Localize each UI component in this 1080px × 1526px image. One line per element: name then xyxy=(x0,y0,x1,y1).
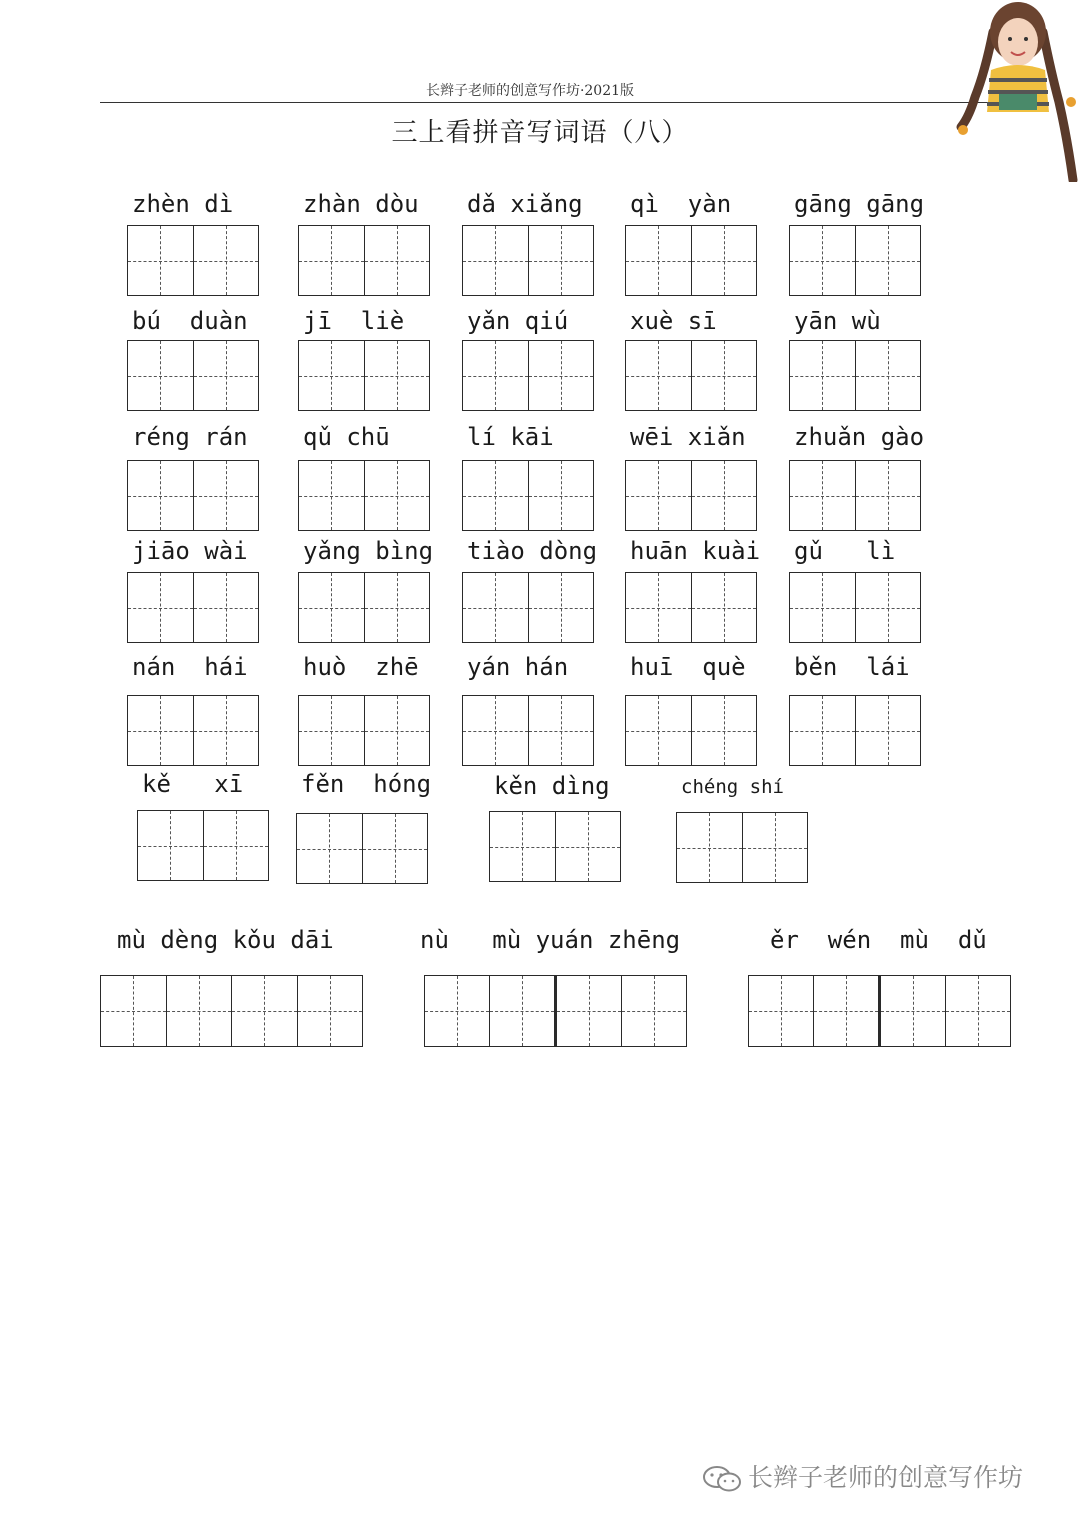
tian-cell[interactable] xyxy=(194,226,259,295)
tian-cell[interactable] xyxy=(463,226,529,295)
pinyin-label: gāng gāng xyxy=(794,190,925,218)
tian-cell[interactable] xyxy=(856,461,921,530)
tian-cell[interactable] xyxy=(692,341,757,410)
writing-grid[interactable] xyxy=(625,460,757,531)
tian-cell[interactable] xyxy=(138,811,204,880)
tian-cell[interactable] xyxy=(856,573,921,642)
tian-cell[interactable] xyxy=(204,811,269,880)
tian-cell[interactable] xyxy=(299,461,365,530)
pinyin-label: ěr wén mù dǔ xyxy=(770,926,987,954)
pinyin-label: wēi xiǎn xyxy=(630,423,746,451)
tian-cell[interactable] xyxy=(626,461,692,530)
pinyin-label: mù dèng kǒu dāi xyxy=(117,926,334,954)
tian-cell[interactable] xyxy=(626,341,692,410)
writing-grid[interactable] xyxy=(789,572,921,643)
pinyin-label: yán hán xyxy=(467,653,569,681)
pinyin-label: dǎ xiǎng xyxy=(467,190,583,218)
tian-cell[interactable] xyxy=(529,573,594,642)
pinyin-label: qì yàn xyxy=(630,190,732,218)
writing-grid[interactable] xyxy=(748,975,1011,1047)
tian-cell[interactable] xyxy=(425,976,490,1046)
pinyin-label: bú duàn xyxy=(132,307,248,335)
pinyin-label: yān wù xyxy=(794,307,881,335)
tian-cell[interactable] xyxy=(856,696,921,765)
tian-cell[interactable] xyxy=(622,976,686,1046)
writing-grid[interactable] xyxy=(462,572,594,643)
girl-mascot-icon xyxy=(955,2,1080,182)
tian-cell[interactable] xyxy=(529,461,594,530)
tian-cell[interactable] xyxy=(128,226,194,295)
tian-cell[interactable] xyxy=(790,696,856,765)
pinyin-label: chéng shí xyxy=(681,776,784,798)
tian-cell[interactable] xyxy=(814,976,879,1046)
pinyin-label: běn lái xyxy=(794,653,910,681)
pinyin-label: réng rán xyxy=(132,423,248,451)
tian-cell[interactable] xyxy=(194,573,259,642)
tian-cell[interactable] xyxy=(194,461,259,530)
pinyin-label: gǔ lì xyxy=(794,537,896,565)
pinyin-label: kě xī xyxy=(142,770,244,798)
tian-cell[interactable] xyxy=(529,696,594,765)
tian-cell[interactable] xyxy=(743,813,808,882)
writing-grid[interactable] xyxy=(298,340,430,411)
pinyin-label: huī què xyxy=(630,653,746,681)
writing-grid[interactable] xyxy=(462,340,594,411)
tian-cell[interactable] xyxy=(101,976,167,1046)
pinyin-label: zhèn dì xyxy=(132,190,234,218)
tian-cell[interactable] xyxy=(463,461,529,530)
page-header: 长辫子老师的创意写作坊·2021版 xyxy=(425,83,635,99)
tian-cell[interactable] xyxy=(365,341,430,410)
wechat-icon xyxy=(702,1465,742,1493)
tian-cell[interactable] xyxy=(194,696,259,765)
tian-cell[interactable] xyxy=(463,341,529,410)
tian-cell[interactable] xyxy=(692,696,757,765)
tian-cell[interactable] xyxy=(128,461,194,530)
pinyin-label: fěn hóng xyxy=(301,770,432,798)
writing-grid[interactable] xyxy=(462,460,594,531)
tian-cell[interactable] xyxy=(490,976,555,1046)
writing-grid[interactable] xyxy=(625,695,757,766)
writing-grid[interactable] xyxy=(489,811,621,882)
tian-cell[interactable] xyxy=(299,226,365,295)
tian-cell[interactable] xyxy=(463,696,529,765)
tian-cell[interactable] xyxy=(365,461,430,530)
tian-cell[interactable] xyxy=(529,226,594,295)
pinyin-label: tiào dòng xyxy=(467,537,598,565)
tian-cell[interactable] xyxy=(299,573,365,642)
tian-cell[interactable] xyxy=(365,696,430,765)
tian-cell[interactable] xyxy=(749,976,814,1046)
writing-grid[interactable] xyxy=(625,340,757,411)
watermark xyxy=(702,1458,1023,1494)
pinyin-label: zhuǎn gào xyxy=(794,423,925,451)
writing-grid[interactable] xyxy=(462,225,594,296)
tian-cell[interactable] xyxy=(790,341,856,410)
writing-grid[interactable] xyxy=(789,695,921,766)
tian-cell[interactable] xyxy=(626,226,692,295)
tian-cell[interactable] xyxy=(232,976,298,1046)
tian-cell[interactable] xyxy=(879,976,946,1046)
writing-grid[interactable] xyxy=(127,572,259,643)
pinyin-label: nán hái xyxy=(132,653,248,681)
writing-grid[interactable] xyxy=(625,225,757,296)
tian-cell[interactable] xyxy=(856,226,921,295)
pinyin-label: qǔ chū xyxy=(303,423,390,451)
tian-cell[interactable] xyxy=(194,341,259,410)
writing-grid[interactable] xyxy=(625,572,757,643)
writing-grid[interactable] xyxy=(298,225,430,296)
writing-grid[interactable] xyxy=(424,975,687,1047)
pinyin-label: lí kāi xyxy=(467,423,554,451)
writing-grid[interactable] xyxy=(298,572,430,643)
writing-grid[interactable] xyxy=(127,695,259,766)
writing-grid[interactable] xyxy=(789,340,921,411)
pinyin-label: zhàn dòu xyxy=(303,190,419,218)
tian-cell[interactable] xyxy=(626,696,692,765)
writing-grid[interactable] xyxy=(789,460,921,531)
pinyin-label: huò zhē xyxy=(303,653,419,681)
pinyin-label: jī liè xyxy=(303,307,405,335)
watermark-text: 长辫子老师的创意写作坊 xyxy=(748,1463,1024,1492)
writing-grid[interactable] xyxy=(298,695,430,766)
pinyin-label: yǎn qiú xyxy=(467,307,569,335)
tian-cell[interactable] xyxy=(626,573,692,642)
tian-cell[interactable] xyxy=(692,226,757,295)
tian-cell[interactable] xyxy=(128,696,194,765)
tian-cell[interactable] xyxy=(298,976,363,1046)
tian-cell[interactable] xyxy=(299,696,365,765)
tian-cell[interactable] xyxy=(677,813,743,882)
tian-cell[interactable] xyxy=(128,341,194,410)
tian-cell[interactable] xyxy=(946,976,1010,1046)
tian-cell[interactable] xyxy=(463,573,529,642)
writing-grid[interactable] xyxy=(676,812,808,883)
tian-cell[interactable] xyxy=(692,573,757,642)
writing-grid[interactable] xyxy=(137,810,269,881)
header-divider xyxy=(100,102,1000,103)
writing-grid[interactable] xyxy=(296,813,428,884)
tian-cell[interactable] xyxy=(790,573,856,642)
tian-cell[interactable] xyxy=(529,341,594,410)
tian-cell[interactable] xyxy=(297,814,363,883)
writing-grid[interactable] xyxy=(127,460,259,531)
tian-cell[interactable] xyxy=(365,573,430,642)
writing-grid[interactable] xyxy=(100,975,363,1047)
tian-cell[interactable] xyxy=(365,226,430,295)
page-title: 三上看拼音写词语（八） xyxy=(391,118,689,148)
tian-cell[interactable] xyxy=(128,573,194,642)
writing-grid[interactable] xyxy=(298,460,430,531)
writing-grid[interactable] xyxy=(127,340,259,411)
writing-grid[interactable] xyxy=(789,225,921,296)
tian-cell[interactable] xyxy=(790,461,856,530)
tian-cell[interactable] xyxy=(856,341,921,410)
writing-grid[interactable] xyxy=(127,225,259,296)
pinyin-label: yǎng bìng xyxy=(303,537,434,565)
pinyin-label: huān kuài xyxy=(630,537,761,565)
tian-cell[interactable] xyxy=(167,976,233,1046)
tian-cell[interactable] xyxy=(363,814,428,883)
tian-cell[interactable] xyxy=(490,812,556,881)
writing-grid[interactable] xyxy=(462,695,594,766)
tian-cell[interactable] xyxy=(556,812,621,881)
tian-cell[interactable] xyxy=(555,976,622,1046)
tian-cell[interactable] xyxy=(299,341,365,410)
pinyin-label: xuè sī xyxy=(630,307,717,335)
pinyin-label: nù mù yuán zhēng xyxy=(420,926,681,954)
pinyin-label: kěn dìng xyxy=(494,772,610,800)
tian-cell[interactable] xyxy=(790,226,856,295)
tian-cell[interactable] xyxy=(692,461,757,530)
pinyin-label: jiāo wài xyxy=(132,537,248,565)
